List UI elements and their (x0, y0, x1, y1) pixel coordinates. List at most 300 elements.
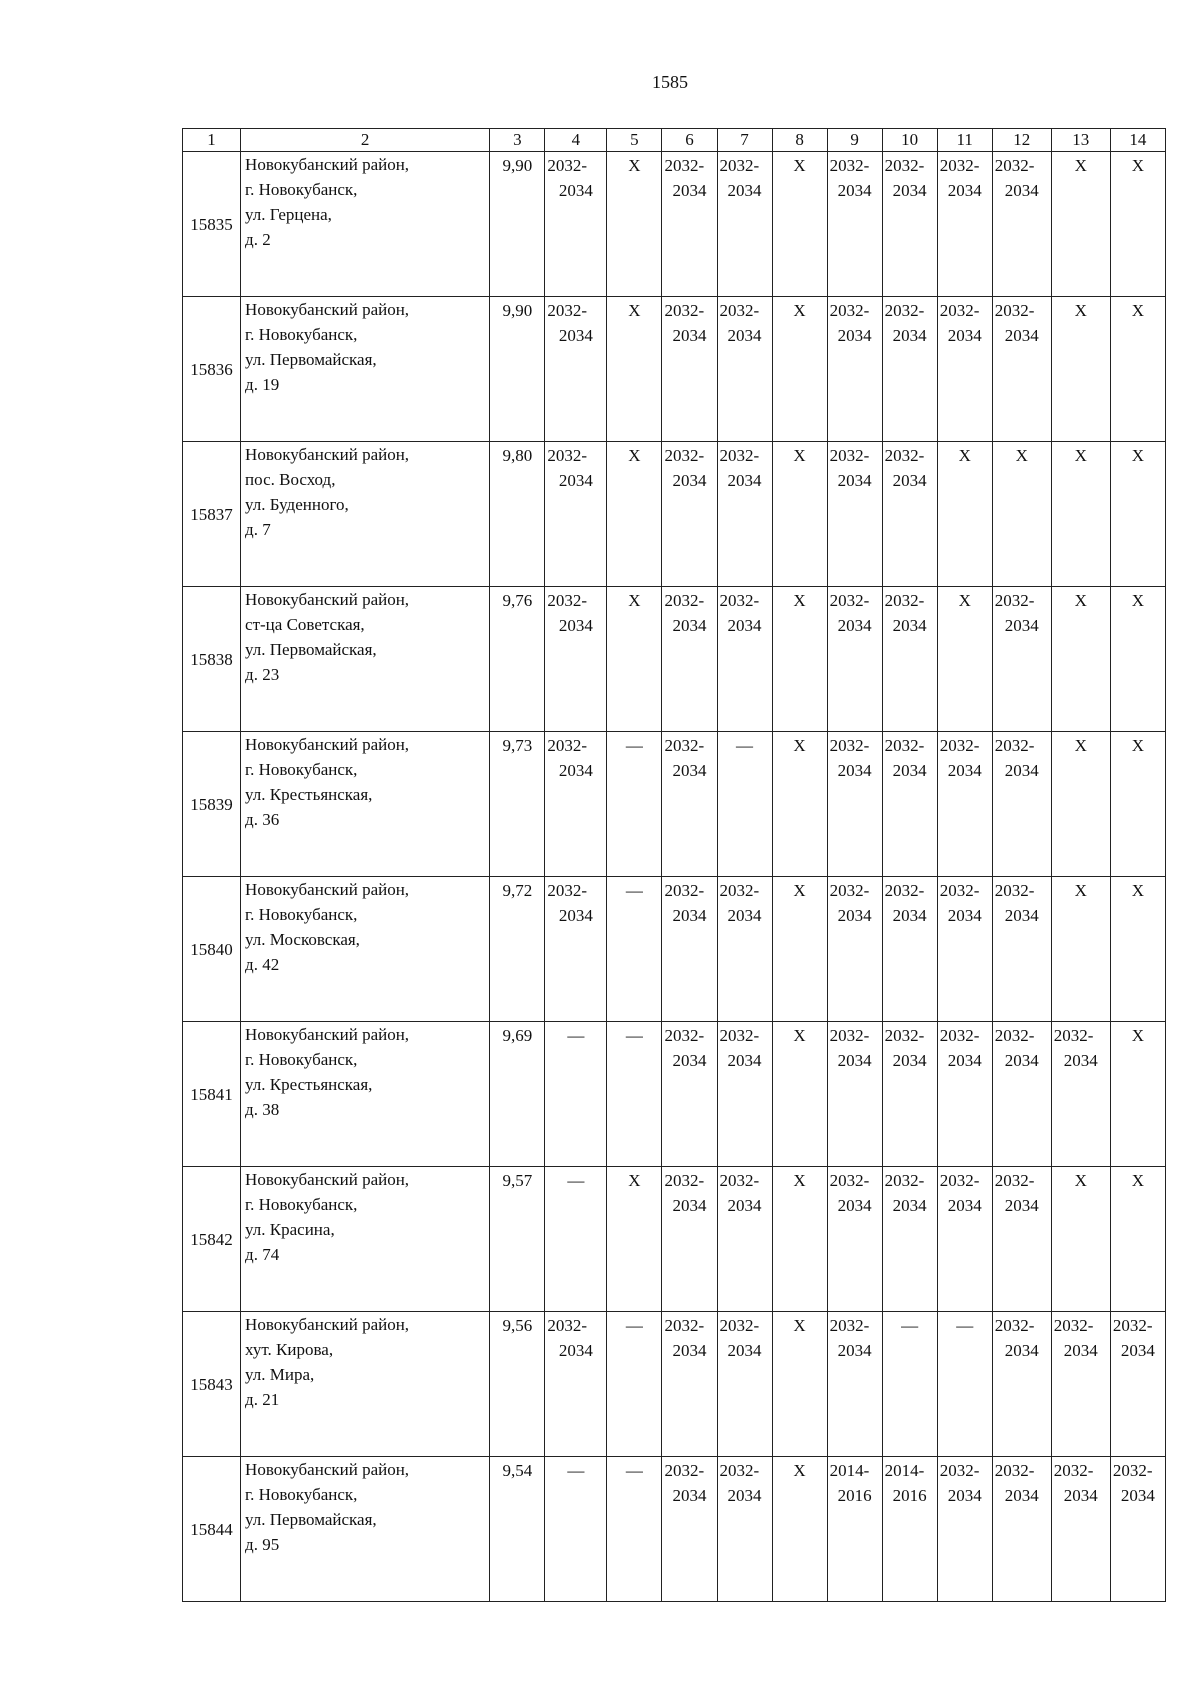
period-end: 2034 (672, 1341, 707, 1360)
period-start: 2032- (884, 591, 925, 610)
table-row (183, 1457, 1166, 1602)
address-cell (241, 1312, 490, 1457)
period-end: 2034 (672, 616, 707, 635)
period-start: 2032- (994, 881, 1035, 900)
period-start: 2032- (884, 736, 925, 755)
period-start: 2032- (547, 156, 588, 175)
period-end: 2034 (1120, 1341, 1155, 1360)
period-cell-col-4 (545, 1312, 607, 1457)
period-end: 2034 (837, 1341, 872, 1360)
period-end: 2034 (727, 616, 762, 635)
period-end: 2034 (892, 616, 927, 635)
address-cell (241, 297, 490, 442)
address-cell (241, 587, 490, 732)
period-cell-col-12 (992, 1022, 1051, 1167)
period-end: 2034 (558, 616, 593, 635)
period-cell-col-8: X (772, 297, 827, 442)
address-line: Новокубанский район, (245, 880, 410, 899)
period-end: 2034 (1063, 1051, 1098, 1070)
period-start: 2032- (829, 736, 870, 755)
period-cell-col-7 (717, 1167, 772, 1312)
period-start: 2032- (664, 591, 705, 610)
address-cell (241, 1022, 490, 1167)
period-cell-col-9 (827, 1457, 882, 1602)
period-cell-col-4 (545, 877, 607, 1022)
period-end: 2034 (947, 1486, 982, 1505)
period-cell-col-7 (717, 1312, 772, 1457)
period-cell-col-13: X (1051, 732, 1110, 877)
period-start: 2032- (829, 591, 870, 610)
period-cell-col-4: — (545, 1022, 607, 1167)
address-line: ул. Мира, (245, 1365, 315, 1384)
period-end: 2034 (1004, 616, 1039, 635)
period-cell-col-5: — (607, 1457, 662, 1602)
address-line: ул. Московская, (245, 930, 360, 949)
period-cell-col-8: X (772, 1457, 827, 1602)
period-start: 2032- (547, 736, 588, 755)
period-end: 2034 (558, 761, 593, 780)
period-end: 2034 (892, 906, 927, 925)
address-line: Новокубанский район, (245, 300, 410, 319)
period-start: 2032- (664, 1171, 705, 1190)
period-start: 2032- (664, 1026, 705, 1045)
period-cell-col-10 (882, 732, 937, 877)
period-start: 2032- (884, 446, 925, 465)
period-start: 2032- (994, 1026, 1035, 1045)
period-cell-col-4 (545, 152, 607, 297)
period-start: 2032- (994, 1171, 1035, 1190)
period-cell-col-7 (717, 587, 772, 732)
period-end: 2034 (727, 1486, 762, 1505)
column-header-4: 4 (545, 129, 607, 152)
area-value: 9,69 (490, 1022, 545, 1167)
period-cell-col-6 (662, 1312, 717, 1457)
period-cell-col-14: X (1110, 732, 1165, 877)
period-cell-col-6 (662, 1167, 717, 1312)
period-cell-col-11 (937, 1457, 992, 1602)
period-start: 2032- (884, 1171, 925, 1190)
period-start: 2032- (939, 736, 980, 755)
address-line: д. 42 (245, 955, 280, 974)
period-end: 2034 (837, 181, 872, 200)
period-start: 2032- (719, 446, 760, 465)
address-line: г. Новокубанск, (245, 1195, 358, 1214)
period-start: 2032- (664, 881, 705, 900)
column-header-6: 6 (662, 129, 717, 152)
address-line: Новокубанский район, (245, 1170, 410, 1189)
period-start: 2032- (994, 591, 1035, 610)
address-line: ул. Буденного, (245, 495, 349, 514)
period-cell-col-12 (992, 1457, 1051, 1602)
period-cell-col-14 (1110, 1312, 1165, 1457)
column-header-3: 3 (490, 129, 545, 152)
period-cell-col-4 (545, 587, 607, 732)
area-value: 9,80 (490, 442, 545, 587)
address-cell (241, 1167, 490, 1312)
period-end: 2034 (837, 326, 872, 345)
period-cell-col-5: X (607, 297, 662, 442)
period-cell-col-14: X (1110, 877, 1165, 1022)
period-end: 2034 (558, 471, 593, 490)
period-cell-col-11 (937, 1167, 992, 1312)
period-start: 2032- (884, 301, 925, 320)
period-cell-col-10 (882, 442, 937, 587)
period-cell-col-5: — (607, 1312, 662, 1457)
period-cell-col-12 (992, 732, 1051, 877)
column-header-2: 2 (241, 129, 490, 152)
period-start: 2032- (994, 156, 1035, 175)
period-end: 2034 (727, 906, 762, 925)
period-start: 2032- (1112, 1316, 1153, 1335)
period-end: 2034 (837, 761, 872, 780)
period-cell-col-8: X (772, 442, 827, 587)
period-start: 2032- (829, 1026, 870, 1045)
period-cell-col-10 (882, 152, 937, 297)
period-cell-col-14: X (1110, 1022, 1165, 1167)
period-cell-col-6 (662, 152, 717, 297)
period-end: 2034 (837, 906, 872, 925)
period-cell-col-14: X (1110, 442, 1165, 587)
period-cell-col-9 (827, 1022, 882, 1167)
address-cell (241, 442, 490, 587)
period-cell-col-10 (882, 1457, 937, 1602)
period-end: 2034 (947, 1196, 982, 1215)
address-line: Новокубанский район, (245, 1460, 410, 1479)
address-cell (241, 1457, 490, 1602)
table-row (183, 1167, 1166, 1312)
record-number: 15842 (183, 1167, 241, 1312)
period-cell-col-12 (992, 587, 1051, 732)
period-start: 2032- (719, 1316, 760, 1335)
address-line: хут. Кирова, (245, 1340, 334, 1359)
period-cell-col-8: X (772, 152, 827, 297)
period-cell-col-14 (1110, 1457, 1165, 1602)
period-cell-col-4 (545, 732, 607, 877)
address-line: Новокубанский район, (245, 445, 410, 464)
period-end: 2034 (892, 1051, 927, 1070)
period-start: 2032- (547, 446, 588, 465)
period-cell-col-4 (545, 297, 607, 442)
column-header-12: 12 (992, 129, 1051, 152)
area-value: 9,54 (490, 1457, 545, 1602)
column-header-7: 7 (717, 129, 772, 152)
period-end: 2034 (892, 761, 927, 780)
address-line: д. 2 (245, 230, 271, 249)
address-cell (241, 877, 490, 1022)
period-end: 2034 (837, 616, 872, 635)
period-end: 2016 (837, 1486, 872, 1505)
period-start: 2032- (719, 1026, 760, 1045)
period-cell-col-7 (717, 1022, 772, 1167)
period-end: 2034 (672, 326, 707, 345)
period-cell-col-5: — (607, 877, 662, 1022)
record-number: 15837 (183, 442, 241, 587)
column-header-8: 8 (772, 129, 827, 152)
period-cell-col-13: X (1051, 1167, 1110, 1312)
period-start: 2032- (939, 881, 980, 900)
period-cell-col-7 (717, 297, 772, 442)
period-start: 2032- (829, 1171, 870, 1190)
table-row (183, 1312, 1166, 1457)
period-end: 2034 (892, 1196, 927, 1215)
period-start: 2032- (939, 1171, 980, 1190)
address-line: д. 74 (245, 1245, 280, 1264)
address-line: Новокубанский район, (245, 1025, 410, 1044)
period-start: 2032- (939, 1026, 980, 1045)
address-line: д. 38 (245, 1100, 280, 1119)
area-value: 9,90 (490, 297, 545, 442)
period-cell-col-11 (937, 732, 992, 877)
address-cell (241, 732, 490, 877)
address-line: г. Новокубанск, (245, 760, 358, 779)
period-start: 2014- (829, 1461, 870, 1480)
period-cell-col-10: — (882, 1312, 937, 1457)
period-cell-col-14: X (1110, 297, 1165, 442)
period-cell-col-11 (937, 297, 992, 442)
record-number: 15844 (183, 1457, 241, 1602)
period-end: 2034 (1004, 1341, 1039, 1360)
period-cell-col-14: X (1110, 152, 1165, 297)
period-cell-col-4: — (545, 1167, 607, 1312)
period-end: 2034 (1004, 326, 1039, 345)
period-cell-col-13 (1051, 1312, 1110, 1457)
column-header-11: 11 (937, 129, 992, 152)
address-line: г. Новокубанск, (245, 905, 358, 924)
period-cell-col-6 (662, 732, 717, 877)
period-cell-col-14: X (1110, 1167, 1165, 1312)
table-row (183, 877, 1166, 1022)
record-number: 15836 (183, 297, 241, 442)
period-start: 2032- (829, 881, 870, 900)
period-end: 2034 (672, 1196, 707, 1215)
period-cell-col-5: X (607, 442, 662, 587)
period-cell-col-6 (662, 297, 717, 442)
period-cell-col-11 (937, 877, 992, 1022)
period-cell-col-11 (937, 1022, 992, 1167)
record-number: 15835 (183, 152, 241, 297)
period-start: 2032- (939, 156, 980, 175)
period-cell-col-11 (937, 152, 992, 297)
period-cell-col-4 (545, 442, 607, 587)
period-cell-col-9 (827, 877, 882, 1022)
period-start: 2032- (994, 1461, 1035, 1480)
period-start: 2032- (547, 1316, 588, 1335)
period-end: 2034 (947, 181, 982, 200)
period-end: 2034 (672, 471, 707, 490)
period-end: 2034 (947, 906, 982, 925)
register-table (182, 128, 1166, 1602)
period-cell-col-8: X (772, 1022, 827, 1167)
period-cell-col-14: X (1110, 587, 1165, 732)
period-cell-col-7 (717, 877, 772, 1022)
area-value: 9,56 (490, 1312, 545, 1457)
period-start: 2032- (1053, 1461, 1094, 1480)
period-start: 2032- (719, 1461, 760, 1480)
period-cell-col-5: X (607, 587, 662, 732)
period-end: 2034 (837, 1051, 872, 1070)
period-cell-col-8: X (772, 1312, 827, 1457)
period-cell-col-6 (662, 442, 717, 587)
period-end: 2034 (892, 326, 927, 345)
period-start: 2032- (884, 881, 925, 900)
period-start: 2032- (547, 301, 588, 320)
period-cell-col-6 (662, 877, 717, 1022)
period-end: 2034 (558, 906, 593, 925)
period-cell-col-12 (992, 1167, 1051, 1312)
period-start: 2032- (1112, 1461, 1153, 1480)
table-row (183, 152, 1166, 297)
period-end: 2034 (727, 1341, 762, 1360)
period-cell-col-8: X (772, 877, 827, 1022)
period-end: 2034 (558, 181, 593, 200)
column-header-13: 13 (1051, 129, 1110, 152)
address-line: д. 95 (245, 1535, 280, 1554)
period-end: 2034 (1004, 1196, 1039, 1215)
column-header-9: 9 (827, 129, 882, 152)
period-start: 2032- (719, 156, 760, 175)
address-line: д. 36 (245, 810, 280, 829)
period-cell-col-8: X (772, 732, 827, 877)
period-end: 2034 (1063, 1486, 1098, 1505)
period-start: 2032- (719, 301, 760, 320)
period-end: 2034 (1004, 1051, 1039, 1070)
period-end: 2034 (947, 326, 982, 345)
table-row (183, 442, 1166, 587)
period-end: 2034 (727, 181, 762, 200)
period-end: 2034 (558, 326, 593, 345)
period-end: 2034 (672, 181, 707, 200)
period-cell-col-13 (1051, 1022, 1110, 1167)
period-cell-col-13: X (1051, 587, 1110, 732)
address-line: Новокубанский район, (245, 590, 410, 609)
table-body (183, 152, 1166, 1602)
period-start: 2032- (664, 301, 705, 320)
period-cell-col-7: — (717, 732, 772, 877)
period-cell-col-13: X (1051, 297, 1110, 442)
period-end: 2016 (892, 1486, 927, 1505)
period-start: 2014- (884, 1461, 925, 1480)
address-line: ул. Первомайская, (245, 350, 377, 369)
period-start: 2032- (719, 881, 760, 900)
period-end: 2034 (892, 471, 927, 490)
period-cell-col-4: — (545, 1457, 607, 1602)
period-end: 2034 (947, 1051, 982, 1070)
period-start: 2032- (939, 1461, 980, 1480)
address-line: г. Новокубанск, (245, 1485, 358, 1504)
address-line: д. 7 (245, 520, 271, 539)
period-start: 2032- (994, 301, 1035, 320)
period-cell-col-9 (827, 732, 882, 877)
period-cell-col-7 (717, 152, 772, 297)
period-cell-col-9 (827, 1312, 882, 1457)
period-cell-col-5: X (607, 1167, 662, 1312)
period-end: 2034 (727, 471, 762, 490)
period-start: 2032- (664, 1316, 705, 1335)
address-line: г. Новокубанск, (245, 1050, 358, 1069)
address-line: д. 23 (245, 665, 280, 684)
period-start: 2032- (829, 156, 870, 175)
period-cell-col-6 (662, 587, 717, 732)
address-line: ул. Герцена, (245, 205, 332, 224)
area-value: 9,73 (490, 732, 545, 877)
period-cell-col-13 (1051, 1457, 1110, 1602)
period-end: 2034 (1063, 1341, 1098, 1360)
period-cell-col-12 (992, 152, 1051, 297)
period-cell-col-7 (717, 1457, 772, 1602)
address-line: Новокубанский район, (245, 155, 410, 174)
table-row (183, 1022, 1166, 1167)
period-cell-col-11: X (937, 442, 992, 587)
period-cell-col-10 (882, 297, 937, 442)
period-start: 2032- (719, 591, 760, 610)
address-line: ул. Крестьянская, (245, 1075, 373, 1094)
address-line: ул. Красина, (245, 1220, 335, 1239)
period-start: 2032- (547, 591, 588, 610)
address-line: Новокубанский район, (245, 1315, 410, 1334)
period-cell-col-13: X (1051, 442, 1110, 587)
period-cell-col-12: X (992, 442, 1051, 587)
period-cell-col-8: X (772, 1167, 827, 1312)
period-end: 2034 (1004, 906, 1039, 925)
period-start: 2032- (664, 156, 705, 175)
period-cell-col-13: X (1051, 152, 1110, 297)
column-header-10: 10 (882, 129, 937, 152)
area-value: 9,76 (490, 587, 545, 732)
period-cell-col-12 (992, 1312, 1051, 1457)
address-line: г. Новокубанск, (245, 325, 358, 344)
period-end: 2034 (1004, 1486, 1039, 1505)
address-line: ул. Первомайская, (245, 640, 377, 659)
period-cell-col-5: — (607, 732, 662, 877)
table-row (183, 587, 1166, 732)
record-number: 15840 (183, 877, 241, 1022)
address-line: д. 19 (245, 375, 280, 394)
period-cell-col-10 (882, 1167, 937, 1312)
period-cell-col-9 (827, 152, 882, 297)
period-start: 2032- (994, 1316, 1035, 1335)
period-end: 2034 (672, 906, 707, 925)
period-cell-col-12 (992, 297, 1051, 442)
period-cell-col-13: X (1051, 877, 1110, 1022)
address-line: ул. Крестьянская, (245, 785, 373, 804)
period-start: 2032- (829, 1316, 870, 1335)
address-line: пос. Восход, (245, 470, 336, 489)
period-end: 2034 (1004, 761, 1039, 780)
period-cell-col-9 (827, 297, 882, 442)
record-number: 15843 (183, 1312, 241, 1457)
period-start: 2032- (719, 1171, 760, 1190)
period-start: 2032- (547, 881, 588, 900)
period-start: 2032- (664, 736, 705, 755)
period-start: 2032- (884, 156, 925, 175)
period-end: 2034 (892, 181, 927, 200)
record-number: 15838 (183, 587, 241, 732)
period-start: 2032- (664, 1461, 705, 1480)
area-value: 9,57 (490, 1167, 545, 1312)
period-start: 2032- (829, 301, 870, 320)
period-cell-col-10 (882, 877, 937, 1022)
address-line: ст-ца Советская, (245, 615, 365, 634)
period-cell-col-6 (662, 1457, 717, 1602)
table-header (183, 129, 1166, 152)
period-end: 2034 (727, 1051, 762, 1070)
column-header-5: 5 (607, 129, 662, 152)
address-line: д. 21 (245, 1390, 280, 1409)
period-start: 2032- (1053, 1026, 1094, 1045)
period-cell-col-10 (882, 587, 937, 732)
period-cell-col-8: X (772, 587, 827, 732)
period-start: 2032- (939, 301, 980, 320)
